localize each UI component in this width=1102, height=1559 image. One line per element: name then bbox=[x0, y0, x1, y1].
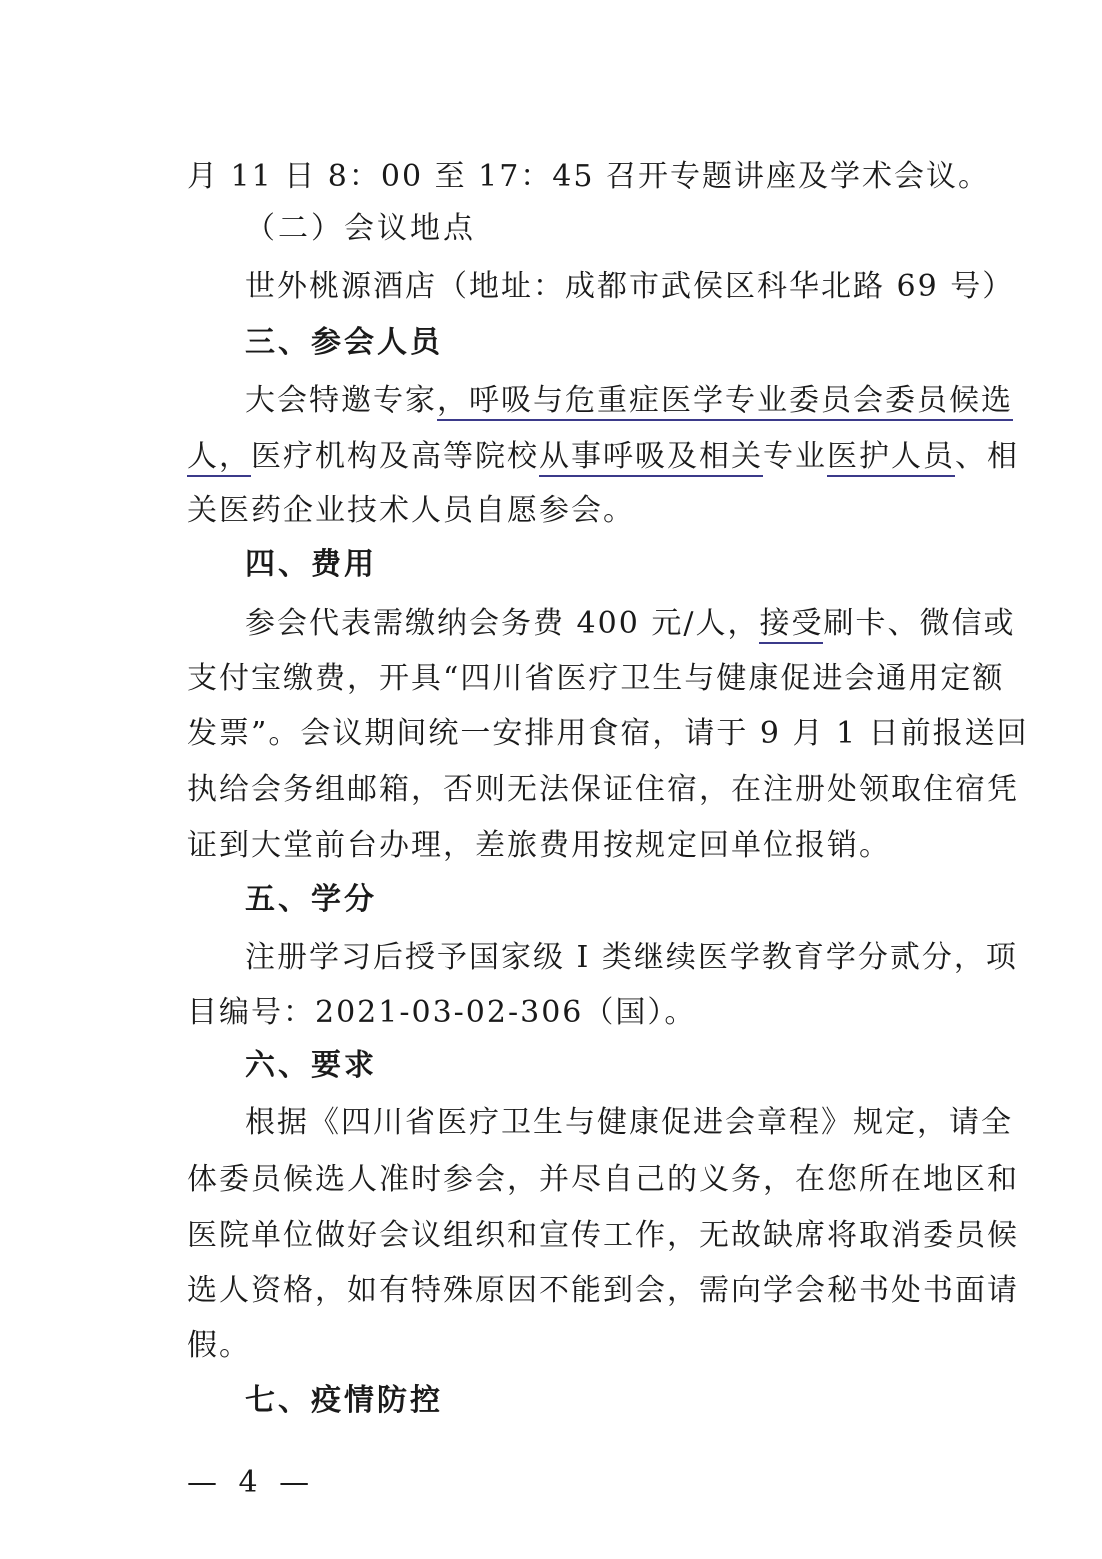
underlined-text: ，呼吸与危重症医学专业委员会委员候选 bbox=[437, 383, 1013, 421]
body-text-line bbox=[245, 605, 1016, 643]
section-heading-credits: 五、学分 bbox=[245, 882, 377, 917]
body-text-line: 世外桃源酒店（地址：成都市武侯区科华北路 69 号） bbox=[245, 269, 1015, 304]
body-text-line: 目编号：2021-03-02-306（国）。 bbox=[187, 995, 697, 1030]
text-segment: 大会特邀专家 bbox=[245, 383, 437, 418]
body-text-line: 假。 bbox=[187, 1328, 251, 1363]
body-text-line: 证到大堂前台办理，差旅费用按规定回单位报销。 bbox=[187, 828, 891, 863]
body-text-line: 发票”。会议期间统一安排用食宿，请于 9 月 1 日前报送回 bbox=[187, 716, 1029, 751]
body-text-line: 医院单位做好会议组织和宣传工作，无故缺席将取消委员候 bbox=[187, 1218, 1019, 1253]
section-heading-epidemic-prevention: 七、疫情防控 bbox=[245, 1383, 443, 1418]
body-text-line: 关医药企业技术人员自愿参会。 bbox=[187, 493, 635, 528]
section-heading-requirements: 六、要求 bbox=[245, 1048, 377, 1083]
body-text-line bbox=[245, 382, 1013, 420]
page-number: — 4 — bbox=[187, 1465, 316, 1500]
text-segment: 参会代表需缴纳会务费 400 元/人， bbox=[245, 606, 760, 641]
text-segment: 、相 bbox=[955, 439, 1019, 474]
underlined-text: 医护人员 bbox=[827, 439, 955, 477]
body-text-line: 选人资格，如有特殊原因不能到会，需向学会秘书处书面请 bbox=[187, 1273, 1019, 1308]
text-segment: 专业 bbox=[763, 439, 827, 474]
body-text-line: 月 11 日 8：00 至 17：45 召开专题讲座及学术会议。 bbox=[187, 159, 990, 194]
body-text-line: 执给会务组邮箱，否则无法保证住宿，在注册处领取住宿凭 bbox=[187, 772, 1019, 807]
body-text-line: 体委员候选人准时参会，并尽自己的义务，在您所在地区和 bbox=[187, 1162, 1019, 1197]
body-text-line: 注册学习后授予国家级 I 类继续医学教育学分贰分，项 bbox=[245, 940, 1018, 975]
body-text-line: 根据《四川省医疗卫生与健康促进会章程》规定，请全 bbox=[245, 1105, 1013, 1140]
section-heading-fees: 四、费用 bbox=[245, 547, 377, 582]
underlined-text: 从事呼吸及相关 bbox=[539, 439, 763, 477]
body-text-line bbox=[187, 438, 1019, 476]
underlined-text: 人， bbox=[187, 439, 251, 477]
text-segment: 刷卡、微信或 bbox=[823, 606, 1016, 641]
section-heading-participants: 三、参会人员 bbox=[245, 325, 443, 360]
text-segment: 医疗机构及高等院校 bbox=[251, 439, 539, 474]
subsection-heading-venue: （二）会议地点 bbox=[245, 211, 476, 246]
underlined-text: 接受 bbox=[759, 606, 823, 644]
body-text-line: 支付宝缴费，开具“四川省医疗卫生与健康促进会通用定额 bbox=[187, 661, 1005, 696]
